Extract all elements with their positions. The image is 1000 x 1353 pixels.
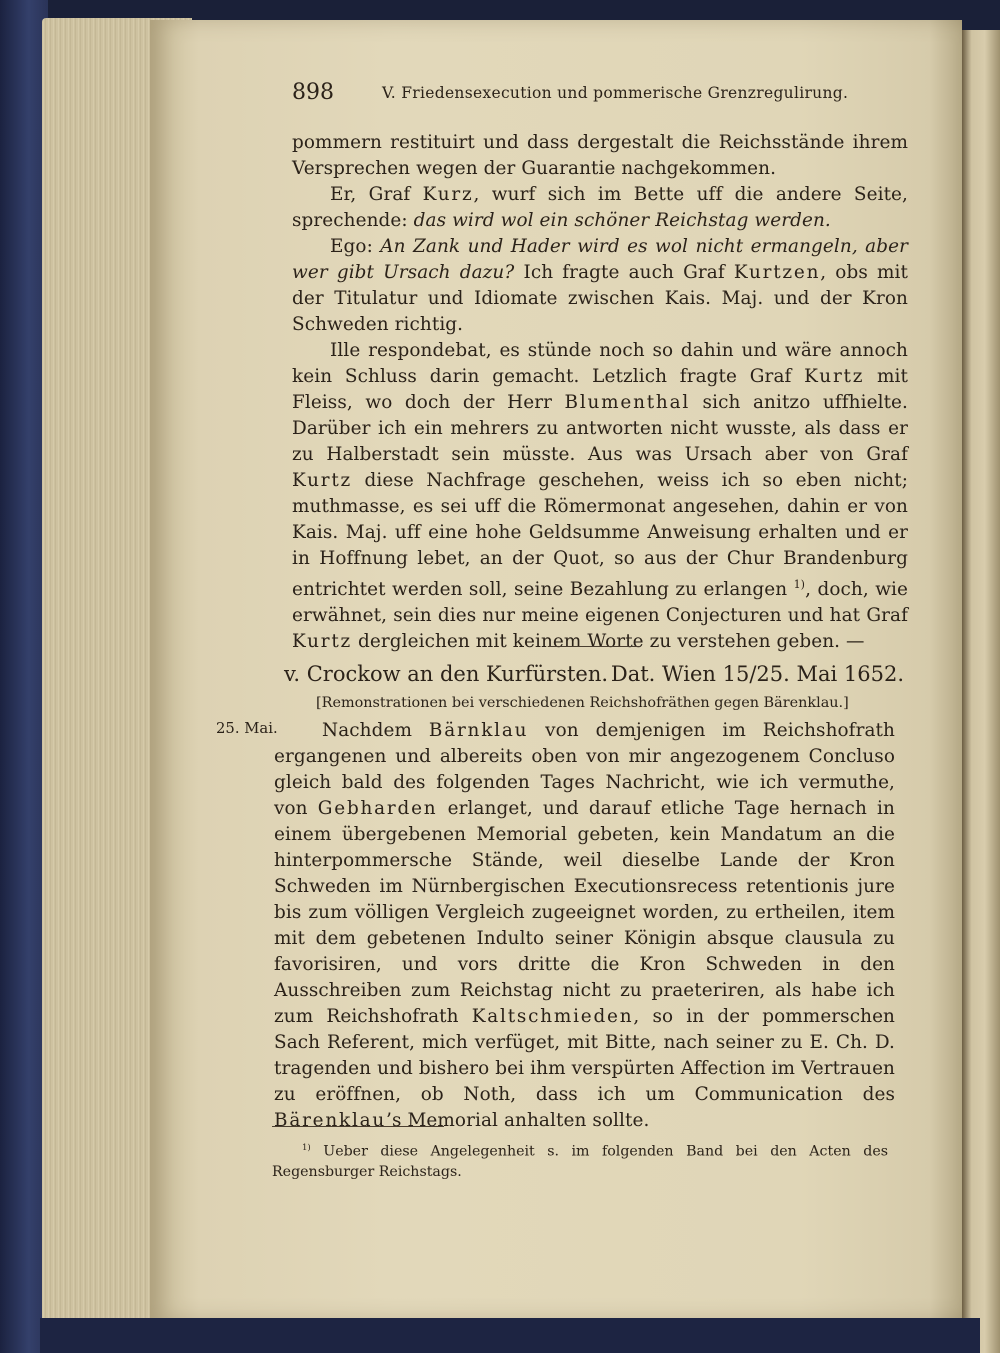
- paragraph: Er, Graf Kurz, wurf sich im Bette uff die andere Seite, sprechende: das wird wol ein schöner Reichstag werden.: [292, 184, 908, 231]
- quotation: das wird wol ein schöner Reichstag werden.: [413, 210, 831, 231]
- margin-date: 25. Mai.: [216, 720, 278, 737]
- book-gutter-right: [962, 30, 1000, 1353]
- person-name: Kurtz: [292, 470, 353, 491]
- page-number: 898: [292, 80, 334, 105]
- person-name: Kurtzen: [733, 262, 821, 283]
- letter-summary: [Remonstrationen bei verschiedenen Reichshofräthen gegen Bärenklau.]: [316, 695, 849, 711]
- footnote-rule: [272, 1126, 444, 1127]
- footnote-text: Ueber diese Angelegenheit s. im folgenden Band bei den Acten des Regensburger Reichstags.: [272, 1143, 888, 1180]
- section-divider: [548, 646, 640, 647]
- book-cover-bottom: [40, 1318, 980, 1353]
- person-name: Kaltschmieden: [471, 1006, 634, 1027]
- footnote: [272, 1138, 888, 1182]
- paragraph: pommern restituirt und dass dergestalt die Reichsstände ihrem Versprechen wegen der Guarantie nachgekommen.: [292, 132, 908, 179]
- letter-continuation: [292, 130, 908, 655]
- page-header: [292, 80, 849, 108]
- letter-body: [274, 718, 895, 1134]
- letter-title: v. Crockow an den Kurfürsten.: [284, 662, 609, 686]
- person-name: Kurtz: [292, 631, 353, 653]
- footnote-reference: 1): [793, 578, 806, 591]
- paragraph: Ego: An Zank und Hader wird es wol nicht ermangeln, aber wer gibt Ursach dazu? Ich fragte auch Graf Kurtzen, obs mit der Titulatur und Idiomate zwischen Kais. Maj. und der Kron Schweden richtig.: [292, 236, 908, 335]
- person-name: Kurz: [422, 184, 474, 205]
- paragraph: Nachdem Bärnklau von demjenigen im Reichshofrath ergangenen und albereits oben von mir angezogenem Concluso gleich bald des folgenden Tages Nachricht, wie ich vermuthe, von Gebharden erlanget, und darauf etliche Tage hernach in einem übergebenen Memorial gebeten, kein Mandatum an die hinterpommersche Stände, weil dieselbe Lande der Kron Schweden im Nürnbergischen Executionsrecess retentionis jure bis zum völligen Vergleich zugeeignet worden, zu ertheilen, item mit dem gebetenen Indulto seiner Königin absque clausula zu favorisiren, und vors dritte die Kron Schweden in den Ausschreiben zum Reichstag nicht zu praeteriren, als habe ich zum Reichshofrath Kaltschmieden, so in der pommerschen Sach Referent, mich verfüget, mit Bitte, nach seiner zu E. Ch. D. tragenden und bishero bei ihm verspürten Affection im Vertrauen zu eröffnen, ob Noth, dass ich um Communication des Bärenklau’s Memorial anhalten sollte.: [274, 720, 895, 1131]
- person-name: Blumenthal: [564, 392, 691, 413]
- quotation: An Zank und Hader wird es wol nicht ermangeln, aber wer gibt Ursach dazu?: [292, 236, 908, 283]
- footnote-mark: 1): [302, 1143, 311, 1153]
- person-name: Gebharden: [317, 798, 438, 819]
- person-name: Kurtz: [804, 366, 865, 387]
- running-head: V. Friedensexecution und pommerische Grenzregulirung.: [382, 84, 849, 102]
- paragraph: Ille respondebat, es stünde noch so dahin und wäre annoch kein Schluss darin gemacht. Letzlich fragte Graf Kurtz mit Fleiss, wo doch der Herr Blumenthal sich anitzo uffhielte. Darüber ich ein mehrers zu antworten nicht wusste, als dass er zu Halberstadt sein müsste. Aus was Ursach aber von Graf Kurtz diese Nachfrage geschehen, weiss ich so eben nicht; muthmasse, es sei uff die Römermonat angesehen, dahin er von Kais. Maj. uff eine hohe Geldsumme Anweisung erhalten und er in Hoffnung lebet, an der Quot, so aus der Chur Brandenburg entrichtet werden soll, seine Bezahlung zu erlangen $^{1)}$, doch, wie erwähnet, sein dies nur meine eigenen Conjecturen und hat Graf Kurtz dergleichen mit keinem Worte zu verstehen geben. —: [292, 340, 908, 653]
- letter-heading: [284, 662, 904, 686]
- letter-date: Dat. Wien 15/25. Mai 1652.: [610, 662, 904, 686]
- book-cover-left: [0, 0, 48, 1353]
- person-name: Bärnklau: [428, 720, 529, 741]
- person-name: Bärenklau: [274, 1110, 387, 1131]
